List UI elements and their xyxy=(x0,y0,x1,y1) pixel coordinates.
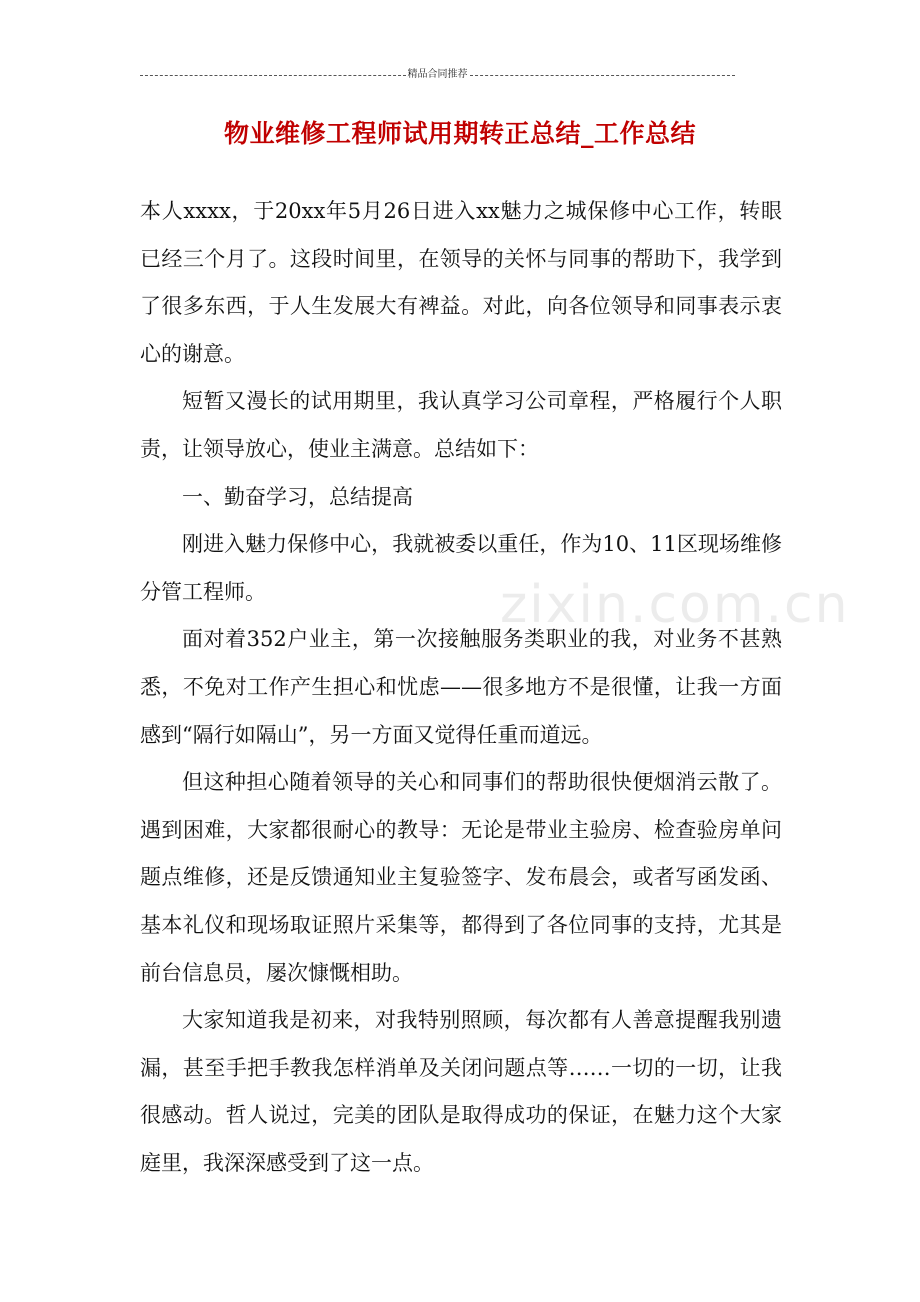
paragraph-intro: 本人xxxx，于20xx年5月26日进入xx魅力之城保修中心工作，转眼已经三个月了。这段时间里，在领导的关怀与同事的帮助下，我学到了很多东西，于人生发展大有裨益。对此，向各位领导和同事表示衷心的谢意。 xyxy=(140,199,782,366)
watermark: zixin.com.cn xyxy=(500,575,850,635)
page-header xyxy=(140,67,735,83)
paragraph-support: 但这种担心随着领导的关心和同事们的帮助很快便烟消云散了。遇到困难，大家都很耐心的教导：无论是带业主验房、检查验房单问题点维修，还是反馈通知业主复验签字、发布晨会，或者写函发函、基本礼仪和现场取证照片采集等，都得到了各位同事的支持，尤其是前台信息员，屡次慷慨相助。 xyxy=(140,770,782,985)
header-label: 精品合同推荐 xyxy=(407,69,468,80)
paragraph-assignment: 刚进入魅力保修中心，我就被委以重任，作为10、11区现场维修分管工程师。 xyxy=(140,532,782,604)
paragraph-probation: 短暂又漫长的试用期里，我认真学习公司章程，严格履行个人职责，让领导放心，使业主满意。总结如下： xyxy=(140,389,782,461)
document-title: 物业维修工程师试用期转正总结_工作总结 xyxy=(223,119,696,148)
header-divider-left xyxy=(140,75,406,76)
document-body xyxy=(140,188,782,1187)
paragraph-gratitude: 大家知道我是初来，对我特别照顾，每次都有人善意提醒我别遗漏，甚至手把手教我怎样消单及关闭问题点等……一切的一切，让我很感动。哲人说过，完美的团队是取得成功的保证，在魅力这个大家庭里，我深深感受到了这一点。 xyxy=(140,1008,782,1175)
header-divider-right xyxy=(470,75,736,76)
paragraph-challenge: 面对着352户业主，第一次接触服务类职业的我，对业务不甚熟悉，不免对工作产生担心和忧虑——很多地方不是很懂，让我一方面感到“隔行如隔山”，另一方面又觉得任重而道远。 xyxy=(140,627,782,747)
section-heading: 一、勤奋学习，总结提高 xyxy=(182,484,413,509)
